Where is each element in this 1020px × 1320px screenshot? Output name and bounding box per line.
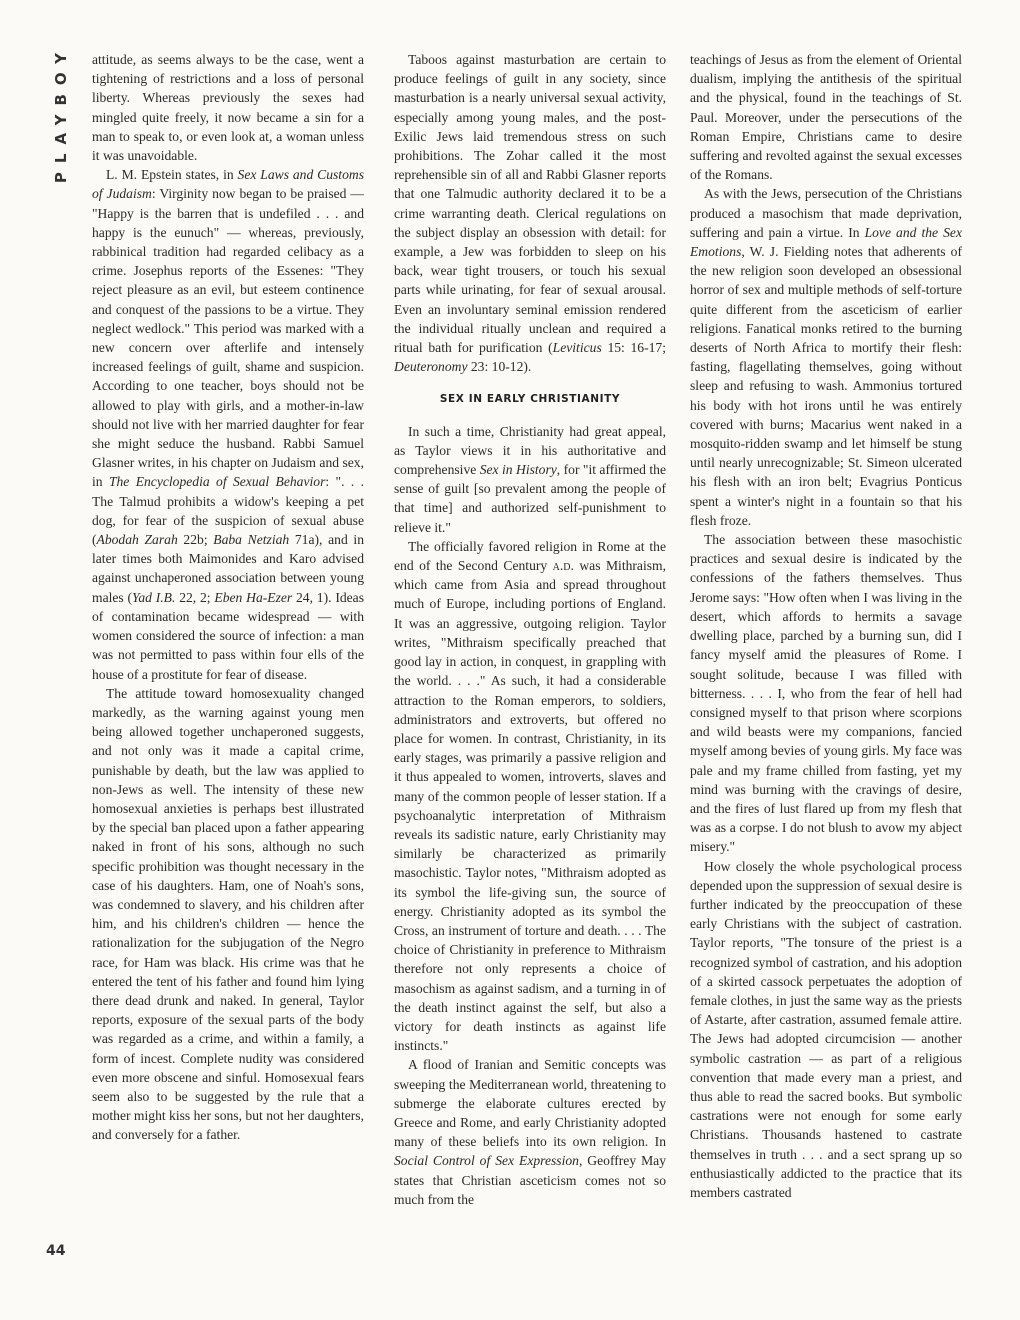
- citation: Sex Laws and Customs of Judaism: [92, 167, 364, 202]
- citation: Eben Ha-Ezer: [214, 589, 293, 605]
- column-1: [92, 50, 364, 1145]
- citation: Social Control of Sex Expression: [394, 1153, 579, 1169]
- paragraph: In such a time, Christianity had great appeal, as Taylor views it in his authoritative and comprehensive Sex in History, for "it affirmed the sense of guilt [so prevalent among the people of that time] and authorized self-punishment to relieve it.": [394, 423, 666, 535]
- citation: Sex in History: [479, 462, 557, 478]
- citation: Yad I.B.: [132, 589, 176, 605]
- magazine-name: PLAYBOY: [52, 44, 70, 184]
- column-2: [394, 50, 666, 1209]
- paragraph: A flood of Iranian and Semitic concepts was sweeping the Mediterranean world, threatening to submerge the elaborate cultures erected by Greece and Rome, and early Christianity adopted many of these beliefs into its own religion. In Social Control of Sex Expression, Geoffrey May states that Christian asceticism comes not so much from the: [394, 1057, 666, 1207]
- paragraph: Taboos against masturbation are certain to produce feelings of guilt in any society, since masturbation is a nearly universal sexual activity, especially among young males, and the post-Exilic Jews laid tremendous stress on such prohibitions. The Zohar called it the most reprehensible sin of all and Rabbi Glasner reports that one Talmudic authority declared it to be a crime warranting death. Clerical regulations on the subject display an obsession with detail: for example, a Jew was forbidden to sleep on his back, wear tight trousers, or touch his sexual parts while urinating, for fear of sexual arousal. Even an involuntary seminal emission rendered the individual ritually unclean and required a ritual bath for purification (Leviticus 15: 16-17; Deuteronomy 23: 10-12).: [394, 52, 666, 375]
- column-3: [690, 50, 962, 1202]
- paragraph: L. M. Epstein states, in Sex Laws and Customs of Judaism: Virginity now began to be praised — "Happy is the barren that is undefiled . . . and happy is the eunuch" — whereas, previously, rabbinical tradition had regarded celibacy as a crime. Josephus reports of the Essenes: "They reject pleasure as an evil, but esteem continence and conquest of the passions to be a virtue. They neglect wedlock." This period was marked with a new concern over afterlife and intensely increased feelings of guilt, shame and suspicion. According to one teacher, boys should not be allowed to play with girls, and a mother-in-law should not live with her married daughter for fear she might seduce the husband. Rabbi Samuel Glasner writes, in his chapter on Judaism and sex, in The Encyclopedia of Sexual Behavior: ". . . The Talmud prohibits a widow's keeping a pet dog, for fear of the suspicion of sexual abuse (Abodah Zarah 22b; Baba Netziah 71a), and in later times both Maimonides and Karo advised against unchaperoned association between young males (Yad I.B. 22, 2; Eben Ha-Ezer 24, 1). Ideas of contamination became widespread — with women considered the source of infection: a man was not permitted to pass within four ells of the house of a prostitute for fear of disease.: [92, 167, 365, 682]
- era-abbreviation: a.d.: [552, 558, 574, 574]
- page-number: 44: [46, 1243, 66, 1259]
- citation: Love and the Sex Emotions: [690, 224, 962, 260]
- paragraph: teachings of Jesus as from the element of Oriental dualism, implying the antithesis of the spiritual and the physical, found in the teachings of St. Paul. Moreover, under the persecutions of the Roman Empire, Christians came to desire suffering and revolted against the sexual excesses of the Romans.: [690, 52, 962, 183]
- paragraph: The association between these masochistic practices and sexual desire is indicated by the confessions of the fathers themselves. Thus Jerome says: "How often when I was living in the desert, which affords to hermits a savage dwelling place, parched by a burning sun, did I fancy myself amid the pleasures of Rome. I sought solitude, because I was filled with bitterness. . . . I, who from the fear of hell had consigned myself to that prison where scorpions and wild beasts were my companions, fancied myself among bevies of young girls. My face was pale and my frame chilled from fasting, yet my mind was burning with the cravings of desire, and the fires of lust flared up from my flesh that was as a corpse. I do not blush to avow my abject misery.": [690, 532, 962, 855]
- citation: Baba Netziah: [213, 532, 290, 548]
- citation: The Encyclopedia of Sexual Behavior: [108, 474, 326, 490]
- citation: Leviticus: [552, 340, 602, 356]
- paragraph: How closely the whole psychological process depended upon the suppression of sexual desire is further indicated by the preoccupation of these early Christians with the subject of castration. Taylor reports, "The tonsure of the priest is a recognized symbol of castration, and his adoption of a skirted cassock perpetuates the adoption of female clothes, in just the same way as the priests of Astarte, after castration, assumed female attire. The Jews had adopted circumcision — another symbolic castration — as part of a religious convention that made every man a priest, and thus able to read the sacred books. But symbolic castrations were not enough for some early Christians. Thousands hastened to castrate themselves in truth . . . and a sect sprang up so enthusiastically addicted to the practice that its members castrated: [690, 858, 962, 1200]
- section-heading: SEX IN EARLY CHRISTIANITY: [439, 393, 621, 406]
- paragraph: As with the Jews, persecution of the Christians produced a masochism that made deprivation, suffering and pain a virtue. In Love and the Sex Emotions, W. J. Fielding notes that adherents of the new religion soon developed an obsessional horror of sex and multiple methods of self-torture quite different from the asceticism of earlier religions. Fanatical monks retired to the burning deserts of North Africa to mortify their flesh: fasting, flagellating themselves, going without sleep and refusing to wash. Ammonius tortured his body with hot irons until he was entirely covered with burns; Macarius went naked in a mosquito-ridden swamp and let himself be stung until nearly unrecognizable; St. Simeon ulcerated his flesh with an iron belt; Evagrius Ponticus spent a winter's night in a fountain so that his flesh froze.: [690, 186, 962, 528]
- citation: Abodah Zarah: [96, 532, 178, 548]
- paragraph: The officially favored religion in Rome at the end of the Second Century a.d. was Mithraism, which came from Asia and spread throughout much of Europe, including portions of England. It was an aggressive, outgoing religion. Taylor writes, "Mithraism specifically preached that good lay in action, in conquest, in grappling with the world. . . ." As such, it had a considerable attraction to the Roman emperors, to soldiers, administrators and extroverts, but offered no place for women. In contrast, Christianity, in its early stages, was primarily a passive religion and it thus appealed to women, introverts, slaves and many of the common people of lesser station. If a psychoanalytic interpretation of Mithraism reveals its sadistic nature, early Christianity may similarly be characterized as primarily masochistic. Taylor notes, "Mithraism adopted as its symbol the life-giving sun, the source of energy. Christianity adopted as its symbol the Cross, an instrument of torture and death. . . . The choice of Christianity in preference to Mithraism therefore not only represents a choice of masochism as against sadism, and a turning in of the death instinct against the self, but also a victory for death instincts as against life instincts.": [394, 538, 666, 1054]
- paragraph: attitude, as seems always to be the case, went a tightening of restrictions and a loss of personal liberty. Whereas previously the sexes had mingled quite freely, it now became a sin for a man to speak to, or even look at, a woman unless it was unavoidable.: [92, 52, 364, 164]
- paragraph: The attitude toward homosexuality changed markedly, as the warning against young men being allowed together unchaperoned suggests, and not only was it made a capital crime, punishable by death, but the law was applied to non-Jews as well. The intensity of these new homosexual anxieties is perhaps best illustrated by the special ban placed upon a father appearing naked in front of his sons, although no such specific prohibition was thought necessary in the case of his daughters. Ham, one of Noah's sons, was condemned to slavery, and his children after him, and his children's children — hence the rationalization for the subjugation of the Negro race, for Ham was black. His crime was that he entered the tent of his father and found him lying there dead drunk and naked. In general, Taylor reports, exposure of the sexual parts of the body was regarded as a crime, and within a family, a form of incest. Complete nudity was considered even more obscene and sinful. Homosexual fears seem also to be suggested by the rule that a mother might kiss her sons, but not her daughters, and conversely for a father.: [92, 685, 364, 1143]
- citation: Deuteronomy: [394, 359, 468, 375]
